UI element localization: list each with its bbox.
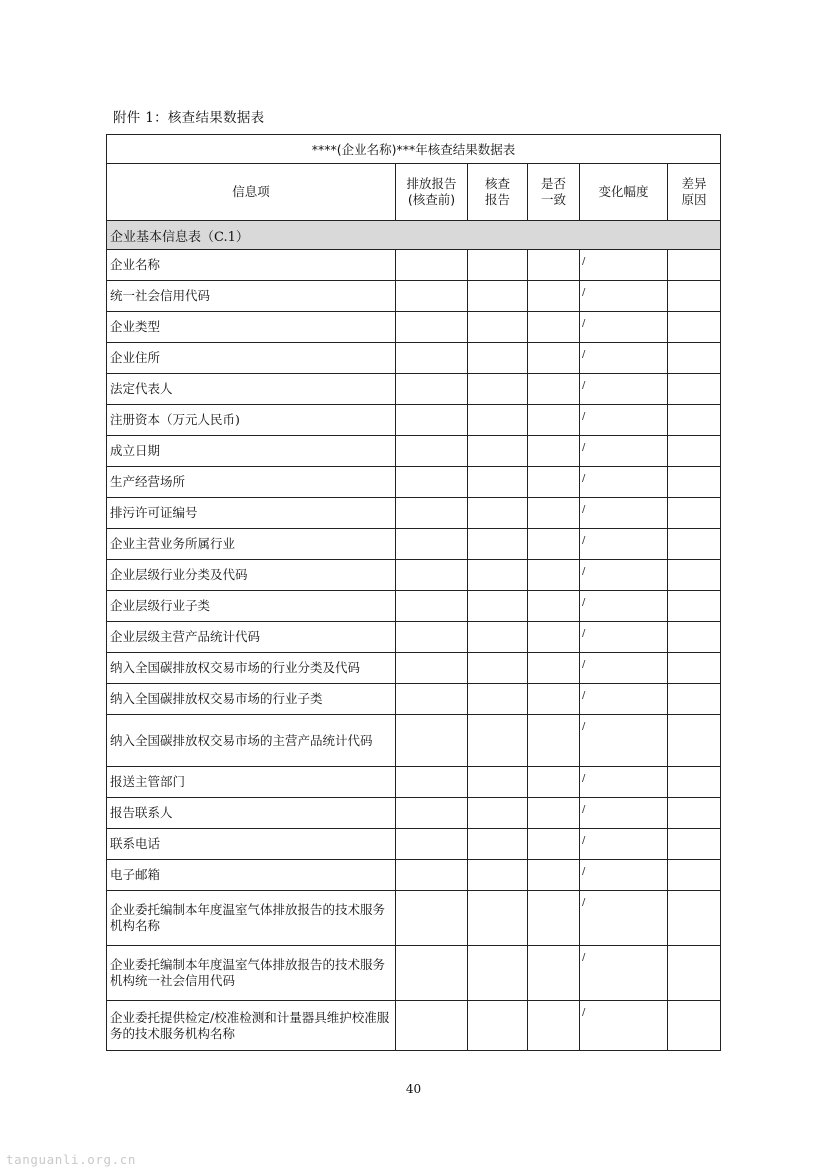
consistent-cell[interactable] bbox=[528, 946, 580, 1001]
verified-cell[interactable] bbox=[468, 529, 528, 560]
reason-cell[interactable] bbox=[668, 498, 721, 529]
consistent-cell[interactable] bbox=[528, 467, 580, 498]
reason-cell[interactable] bbox=[668, 715, 721, 767]
reason-cell[interactable] bbox=[668, 436, 721, 467]
reason-cell[interactable] bbox=[668, 529, 721, 560]
reason-cell[interactable] bbox=[668, 829, 721, 860]
verified-cell[interactable] bbox=[468, 715, 528, 767]
table-row bbox=[107, 343, 721, 374]
row-label: 企业名称 bbox=[107, 250, 396, 281]
change-cell[interactable] bbox=[580, 529, 668, 560]
change-slash-mark: / bbox=[582, 690, 586, 701]
consistent-cell[interactable] bbox=[528, 622, 580, 653]
header-change: 变化幅度 bbox=[580, 164, 668, 221]
table-row bbox=[107, 798, 721, 829]
report-cell[interactable] bbox=[396, 250, 468, 281]
table-row bbox=[107, 498, 721, 529]
change-slash-mark: / bbox=[582, 287, 586, 298]
report-cell[interactable] bbox=[396, 343, 468, 374]
change-slash-mark: / bbox=[582, 442, 586, 453]
consistent-cell[interactable] bbox=[528, 529, 580, 560]
consistent-cell[interactable] bbox=[528, 829, 580, 860]
report-cell[interactable] bbox=[396, 946, 468, 1001]
change-cell[interactable] bbox=[580, 312, 668, 343]
verified-cell[interactable] bbox=[468, 405, 528, 436]
change-slash-mark: / bbox=[582, 411, 586, 422]
verified-cell[interactable] bbox=[468, 891, 528, 946]
report-cell[interactable] bbox=[396, 829, 468, 860]
consistent-cell[interactable] bbox=[528, 653, 580, 684]
row-label: 企业层级主营产品统计代码 bbox=[107, 622, 396, 653]
change-slash-mark: / bbox=[582, 952, 586, 963]
change-cell[interactable] bbox=[580, 250, 668, 281]
row-label: 成立日期 bbox=[107, 436, 396, 467]
change-cell[interactable] bbox=[580, 374, 668, 405]
row-label: 企业委托编制本年度温室气体排放报告的技术服务机构统一社会信用代码 bbox=[107, 946, 396, 1001]
change-slash-mark: / bbox=[582, 866, 586, 877]
change-slash-mark: / bbox=[582, 256, 586, 267]
change-cell[interactable] bbox=[580, 405, 668, 436]
verified-cell[interactable] bbox=[468, 1001, 528, 1051]
row-label: 法定代表人 bbox=[107, 374, 396, 405]
reason-cell[interactable] bbox=[668, 767, 721, 798]
change-cell[interactable] bbox=[580, 946, 668, 1001]
report-cell[interactable] bbox=[396, 653, 468, 684]
table-caption: ****(企业名称)***年核查结果数据表 bbox=[107, 135, 721, 164]
reason-cell[interactable] bbox=[668, 405, 721, 436]
row-label: 企业主营业务所属行业 bbox=[107, 529, 396, 560]
table-row bbox=[107, 529, 721, 560]
change-slash-mark: / bbox=[582, 380, 586, 391]
consistent-cell[interactable] bbox=[528, 250, 580, 281]
change-slash-mark: / bbox=[582, 773, 586, 784]
row-label: 生产经营场所 bbox=[107, 467, 396, 498]
reason-cell[interactable] bbox=[668, 891, 721, 946]
consistent-cell[interactable] bbox=[528, 281, 580, 312]
report-cell[interactable] bbox=[396, 312, 468, 343]
change-slash-mark: / bbox=[582, 897, 586, 908]
change-cell[interactable] bbox=[580, 591, 668, 622]
report-cell[interactable] bbox=[396, 798, 468, 829]
reason-cell[interactable] bbox=[668, 653, 721, 684]
reason-cell[interactable] bbox=[668, 946, 721, 1001]
consistent-cell[interactable] bbox=[528, 860, 580, 891]
report-cell[interactable] bbox=[396, 1001, 468, 1051]
reason-cell[interactable] bbox=[668, 312, 721, 343]
table-row bbox=[107, 767, 721, 798]
row-label: 企业委托编制本年度温室气体排放报告的技术服务机构名称 bbox=[107, 891, 396, 946]
consistent-cell[interactable] bbox=[528, 767, 580, 798]
report-cell[interactable] bbox=[396, 860, 468, 891]
table-row bbox=[107, 374, 721, 405]
table-row bbox=[107, 1001, 721, 1051]
consistent-cell[interactable] bbox=[528, 798, 580, 829]
verified-cell[interactable] bbox=[468, 281, 528, 312]
reason-cell[interactable] bbox=[668, 591, 721, 622]
row-label: 纳入全国碳排放权交易市场的行业子类 bbox=[107, 684, 396, 715]
row-label: 纳入全国碳排放权交易市场的主营产品统计代码 bbox=[107, 715, 396, 767]
consistent-cell[interactable] bbox=[528, 560, 580, 591]
change-cell[interactable] bbox=[580, 560, 668, 591]
reason-cell[interactable] bbox=[668, 250, 721, 281]
verified-cell[interactable] bbox=[468, 860, 528, 891]
attachment-title: 附件 1：核查结果数据表 bbox=[113, 110, 265, 126]
table-row bbox=[107, 405, 721, 436]
consistent-cell[interactable] bbox=[528, 405, 580, 436]
reason-cell[interactable] bbox=[668, 343, 721, 374]
table-row bbox=[107, 715, 721, 767]
verified-cell[interactable] bbox=[468, 498, 528, 529]
verified-cell[interactable] bbox=[468, 622, 528, 653]
change-cell[interactable] bbox=[580, 798, 668, 829]
verification-data-table bbox=[106, 134, 721, 1051]
row-label: 企业类型 bbox=[107, 312, 396, 343]
verified-cell[interactable] bbox=[468, 312, 528, 343]
row-label: 企业层级行业子类 bbox=[107, 591, 396, 622]
change-cell[interactable] bbox=[580, 281, 668, 312]
verified-cell[interactable] bbox=[468, 653, 528, 684]
report-cell[interactable] bbox=[396, 281, 468, 312]
change-cell[interactable] bbox=[580, 498, 668, 529]
verified-cell[interactable] bbox=[468, 343, 528, 374]
reason-cell[interactable] bbox=[668, 622, 721, 653]
consistent-cell[interactable] bbox=[528, 891, 580, 946]
table-row bbox=[107, 622, 721, 653]
change-slash-mark: / bbox=[582, 349, 586, 360]
consistent-cell[interactable] bbox=[528, 436, 580, 467]
verified-cell[interactable] bbox=[468, 560, 528, 591]
table-row bbox=[107, 591, 721, 622]
change-cell[interactable] bbox=[580, 622, 668, 653]
verified-cell[interactable] bbox=[468, 767, 528, 798]
header-verified: 核查 报告 bbox=[468, 164, 528, 221]
verified-cell[interactable] bbox=[468, 829, 528, 860]
watermark: tanguanli.org.cn bbox=[6, 1152, 137, 1167]
report-cell[interactable] bbox=[396, 591, 468, 622]
consistent-cell[interactable] bbox=[528, 374, 580, 405]
verified-cell[interactable] bbox=[468, 374, 528, 405]
report-cell[interactable] bbox=[396, 684, 468, 715]
verified-cell[interactable] bbox=[468, 436, 528, 467]
report-cell[interactable] bbox=[396, 467, 468, 498]
verified-cell[interactable] bbox=[468, 250, 528, 281]
consistent-cell[interactable] bbox=[528, 498, 580, 529]
change-slash-mark: / bbox=[582, 804, 586, 815]
row-label: 企业委托提供检定/校准检测和计量器具维护校准服务的技术服务机构名称 bbox=[107, 1001, 396, 1051]
table-row bbox=[107, 829, 721, 860]
change-slash-mark: / bbox=[582, 628, 586, 639]
change-cell[interactable] bbox=[580, 1001, 668, 1051]
table-row bbox=[107, 653, 721, 684]
report-cell[interactable] bbox=[396, 715, 468, 767]
report-cell[interactable] bbox=[396, 405, 468, 436]
row-label: 企业层级行业分类及代码 bbox=[107, 560, 396, 591]
change-slash-mark: / bbox=[582, 504, 586, 515]
change-cell[interactable] bbox=[580, 467, 668, 498]
table-row bbox=[107, 467, 721, 498]
change-cell[interactable] bbox=[580, 343, 668, 374]
change-slash-mark: / bbox=[582, 1007, 586, 1018]
change-cell[interactable] bbox=[580, 436, 668, 467]
verified-cell[interactable] bbox=[468, 591, 528, 622]
row-label: 联系电话 bbox=[107, 829, 396, 860]
change-slash-mark: / bbox=[582, 473, 586, 484]
reason-cell[interactable] bbox=[668, 684, 721, 715]
row-label: 报送主管部门 bbox=[107, 767, 396, 798]
table-row bbox=[107, 312, 721, 343]
section-title: 企业基本信息表（C.1） bbox=[107, 221, 721, 250]
row-label: 纳入全国碳排放权交易市场的行业分类及代码 bbox=[107, 653, 396, 684]
reason-cell[interactable] bbox=[668, 374, 721, 405]
verified-cell[interactable] bbox=[468, 946, 528, 1001]
table-row bbox=[107, 281, 721, 312]
row-label: 注册资本（万元人民币) bbox=[107, 405, 396, 436]
row-label: 排污许可证编号 bbox=[107, 498, 396, 529]
consistent-cell[interactable] bbox=[528, 343, 580, 374]
report-cell[interactable] bbox=[396, 374, 468, 405]
change-slash-mark: / bbox=[582, 597, 586, 608]
row-label: 统一社会信用代码 bbox=[107, 281, 396, 312]
verified-cell[interactable] bbox=[468, 467, 528, 498]
change-slash-mark: / bbox=[582, 659, 586, 670]
table-row bbox=[107, 436, 721, 467]
consistent-cell[interactable] bbox=[528, 1001, 580, 1051]
report-cell[interactable] bbox=[396, 891, 468, 946]
table-row bbox=[107, 250, 721, 281]
table-row bbox=[107, 946, 721, 1001]
row-label: 电子邮箱 bbox=[107, 860, 396, 891]
change-slash-mark: / bbox=[582, 835, 586, 846]
page-number: 40 bbox=[405, 1082, 422, 1096]
change-cell[interactable] bbox=[580, 767, 668, 798]
table-row bbox=[107, 891, 721, 946]
row-label: 报告联系人 bbox=[107, 798, 396, 829]
header-item: 信息项 bbox=[107, 164, 396, 221]
change-slash-mark: / bbox=[582, 535, 586, 546]
table-row bbox=[107, 860, 721, 891]
change-cell[interactable] bbox=[580, 653, 668, 684]
header-reason: 差异 原因 bbox=[668, 164, 721, 221]
header-report: 排放报告 (核查前) bbox=[396, 164, 468, 221]
report-cell[interactable] bbox=[396, 560, 468, 591]
table-row bbox=[107, 684, 721, 715]
verified-cell[interactable] bbox=[468, 798, 528, 829]
change-cell[interactable] bbox=[580, 829, 668, 860]
consistent-cell[interactable] bbox=[528, 591, 580, 622]
consistent-cell[interactable] bbox=[528, 312, 580, 343]
verified-cell[interactable] bbox=[468, 684, 528, 715]
change-cell[interactable] bbox=[580, 860, 668, 891]
report-cell[interactable] bbox=[396, 436, 468, 467]
change-slash-mark: / bbox=[582, 566, 586, 577]
reason-cell[interactable] bbox=[668, 560, 721, 591]
reason-cell[interactable] bbox=[668, 467, 721, 498]
row-label: 企业住所 bbox=[107, 343, 396, 374]
change-cell[interactable] bbox=[580, 684, 668, 715]
change-slash-mark: / bbox=[582, 721, 586, 732]
consistent-cell[interactable] bbox=[528, 715, 580, 767]
consistent-cell[interactable] bbox=[528, 684, 580, 715]
change-slash-mark: / bbox=[582, 318, 586, 329]
reason-cell[interactable] bbox=[668, 281, 721, 312]
report-cell[interactable] bbox=[396, 767, 468, 798]
reason-cell[interactable] bbox=[668, 798, 721, 829]
report-cell[interactable] bbox=[396, 498, 468, 529]
table-row bbox=[107, 560, 721, 591]
report-cell[interactable] bbox=[396, 622, 468, 653]
reason-cell[interactable] bbox=[668, 860, 721, 891]
header-consistent: 是否 一致 bbox=[528, 164, 580, 221]
change-cell[interactable] bbox=[580, 891, 668, 946]
reason-cell[interactable] bbox=[668, 1001, 721, 1051]
report-cell[interactable] bbox=[396, 529, 468, 560]
change-cell[interactable] bbox=[580, 715, 668, 767]
